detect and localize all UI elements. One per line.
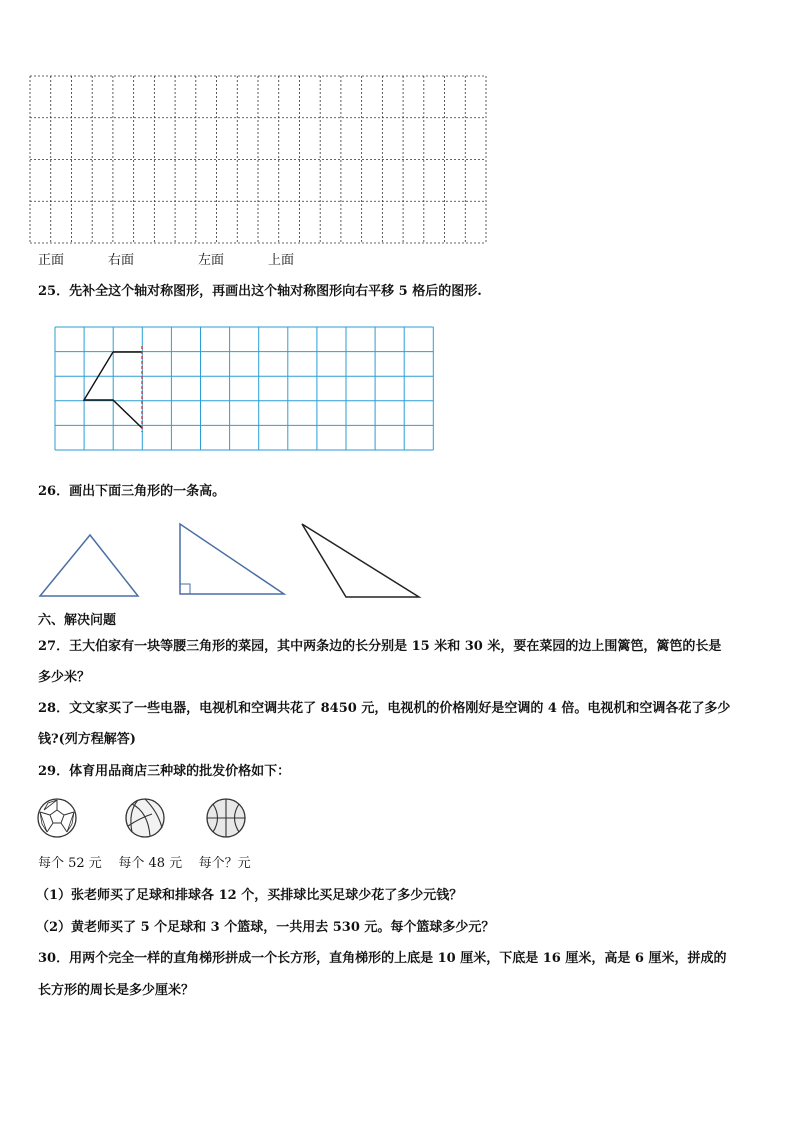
view-label-right: 右面 — [108, 253, 135, 268]
basketball-icon — [207, 799, 245, 837]
question-26: 26．画出下面三角形的一条高。 — [38, 484, 226, 499]
question-27-line2: 多少米？ — [38, 670, 91, 685]
question-27-line1: 27．王大伯家有一块等腰三角形的菜园，其中两条边的长分别是 15 米和 30 米，要在菜园的边上围篱笆，篱笆的长是 — [38, 639, 722, 654]
question-29: 29．体育用品商店三种球的批发价格如下： — [38, 764, 291, 779]
question-30-line2: 长方形的周长是多少厘米？ — [38, 983, 195, 998]
view-label-front: 正面 — [38, 253, 65, 268]
question-25: 25．先补全这个轴对称图形，再画出这个轴对称图形向右平移 5 格后的图形. — [38, 284, 482, 299]
view-label-left: 左面 — [198, 253, 225, 268]
ball-prices: 每个 52 元 每个 48 元 每个？元 — [38, 856, 251, 871]
question-28-line1: 28．文文家买了一些电器，电视机和空调共花了 8450 元，电视机的价格刚好是空调的 4 倍。电视机和空调各花了多少 — [38, 701, 731, 716]
volleyball-icon — [126, 799, 164, 837]
question-30-line1: 30．用两个完全一样的直角梯形拼成一个长方形，直角梯形的上底是 10 厘米，下底是 16 厘米，高是 6 厘米，拼成的 — [38, 951, 727, 966]
question-29-sub1: （1）张老师买了足球和排球各 12 个，买排球比买足球少花了多少元钱？ — [36, 888, 463, 903]
view-label-top: 上面 — [268, 253, 295, 268]
section-6-title: 六、解决问题 — [38, 613, 117, 628]
soccer-ball-icon — [38, 799, 76, 837]
question-28-line2: 钱?(列方程解答) — [38, 732, 136, 747]
question-29-sub2: （2）黄老师买了 5 个足球和 3 个篮球，一共用去 530 元。每个篮球多少元？ — [36, 920, 495, 935]
